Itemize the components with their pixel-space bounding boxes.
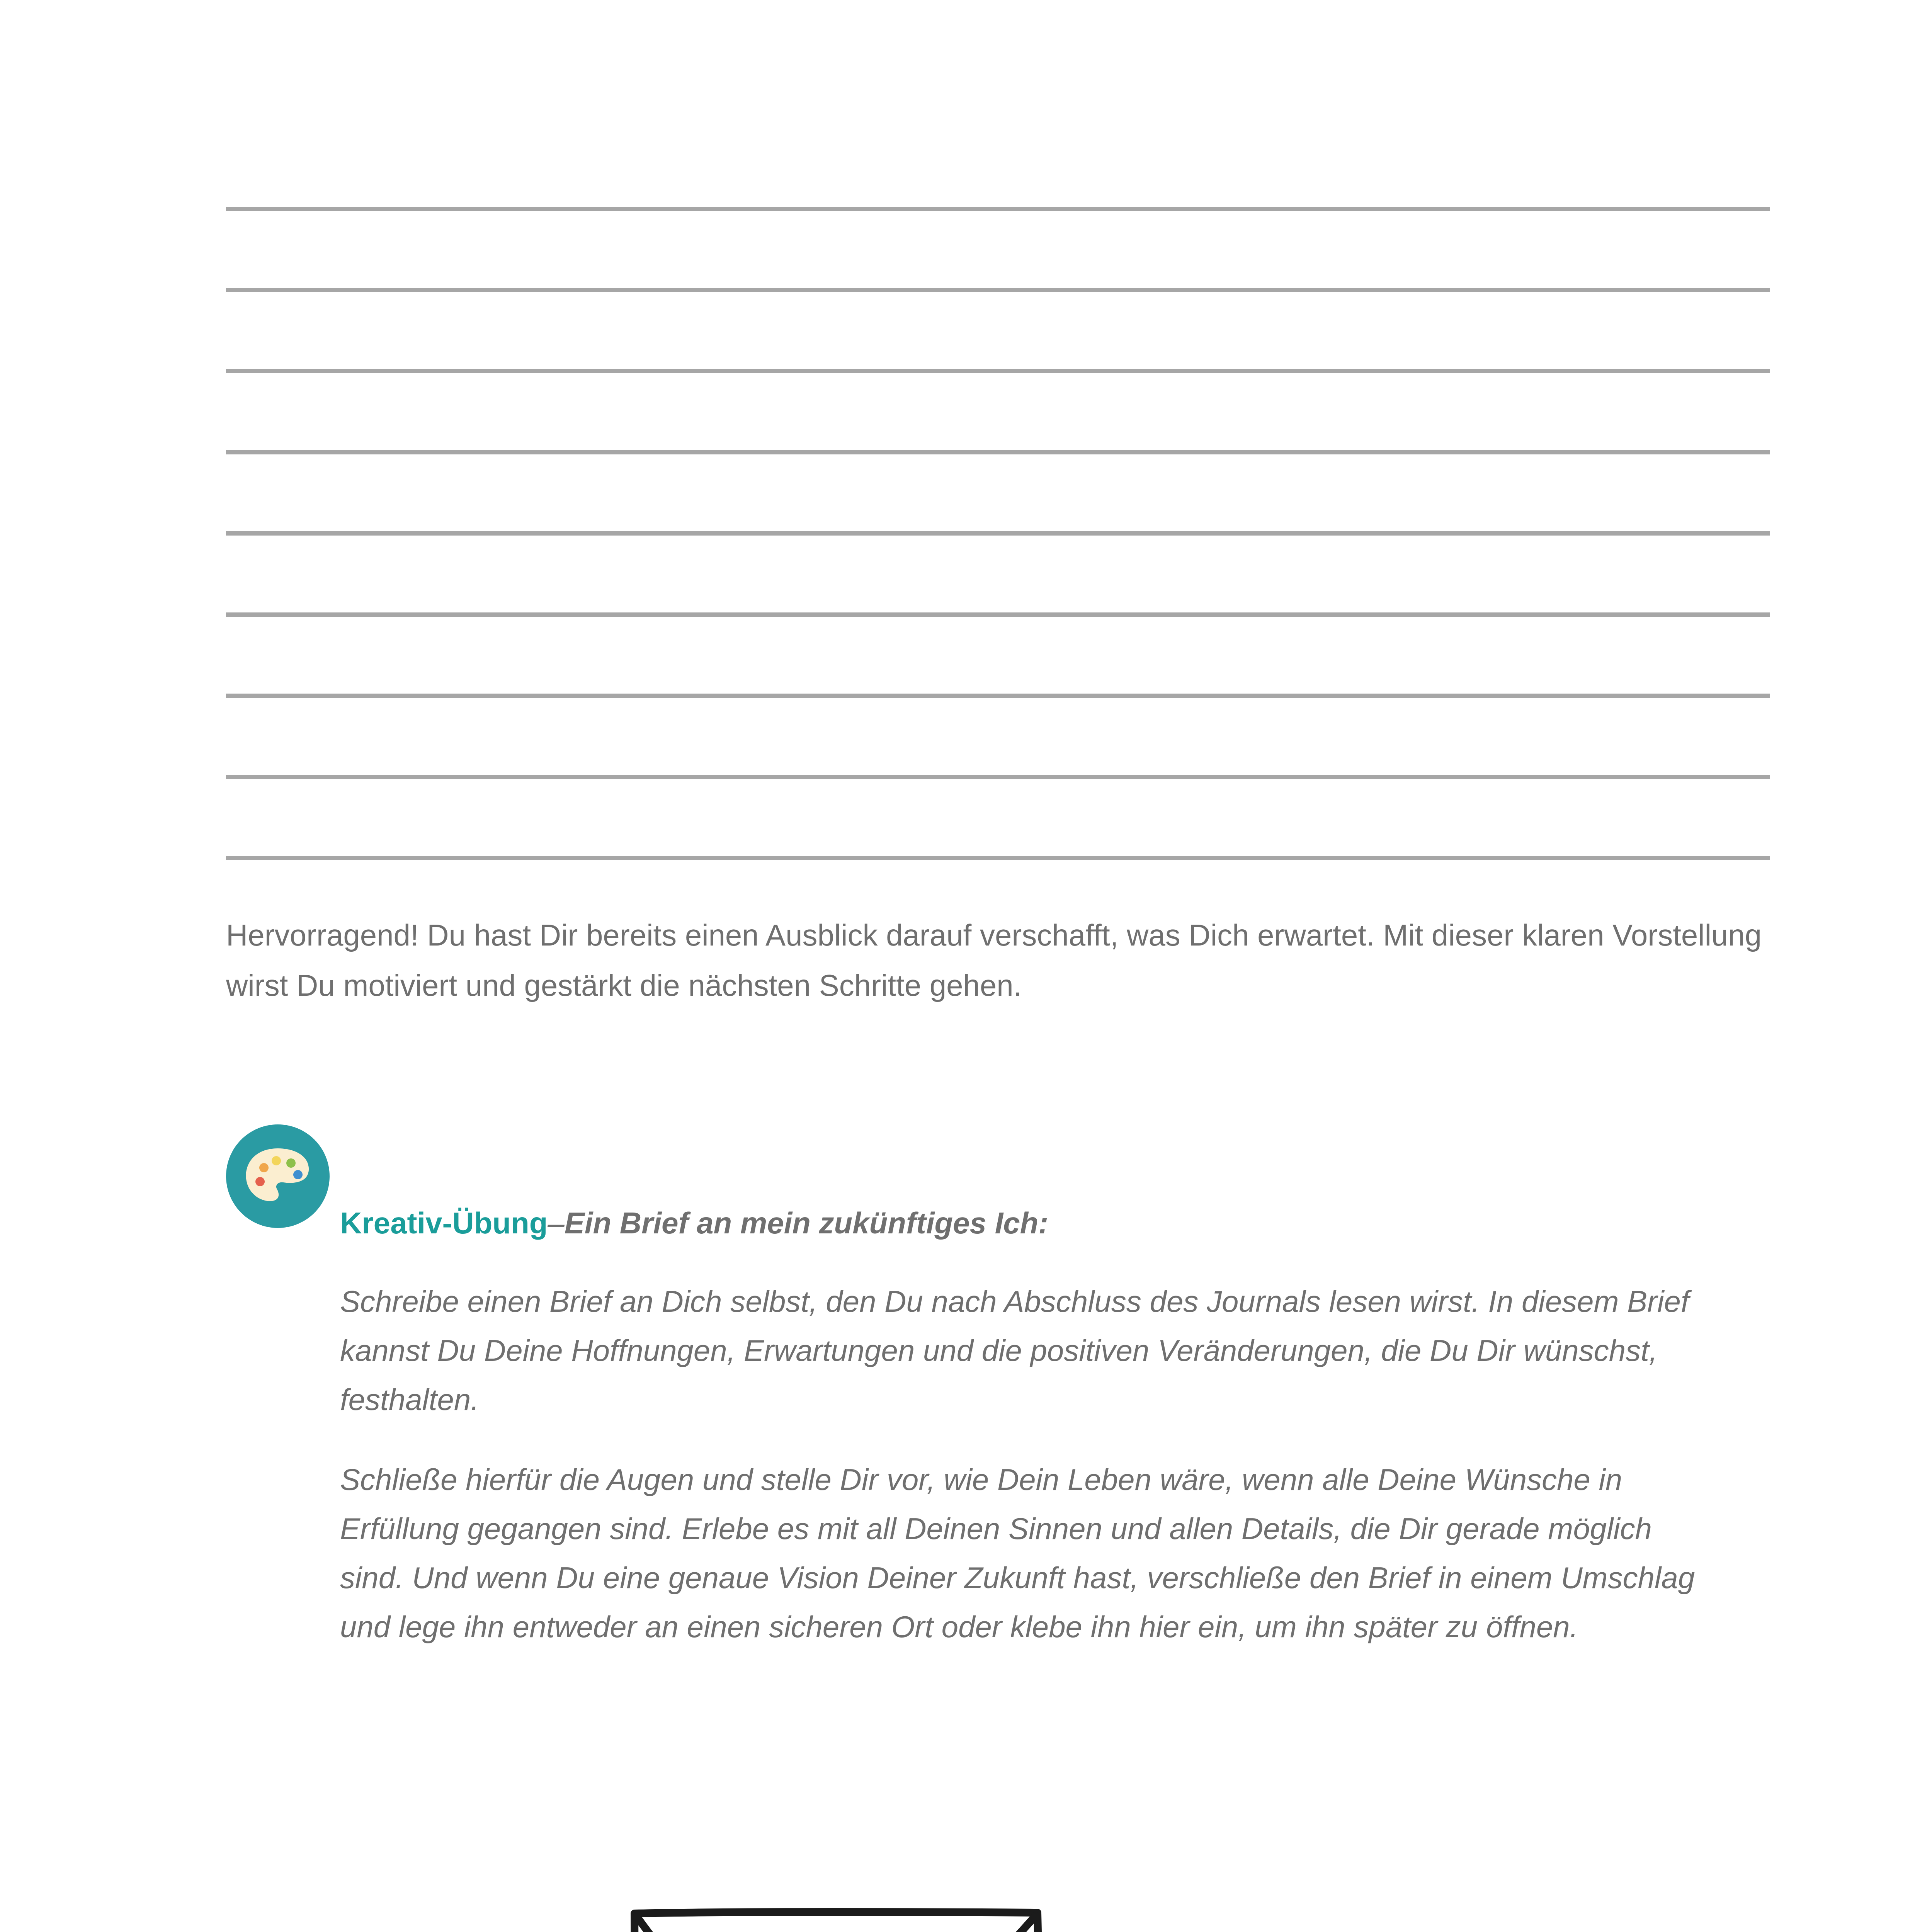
writing-lines [226,207,1770,871]
exercise-title: Ein Brief an mein zukünftiges Ich: [564,1206,1049,1240]
writing-line [226,775,1770,779]
exercise-dash: – [548,1206,565,1240]
writing-line [226,856,1770,860]
exercise-label: Kreativ-Übung [340,1206,548,1240]
intro-paragraph: Hervorragend! Du hast Dir bereits einen Ausblick darauf verschafft, was Dich erwartet. Mit dieser klaren Vorstellung wirst Du motiviert und gestärkt die nächsten Schritte gehen. [226,918,1762,1002]
writing-line [226,369,1770,373]
writing-line [226,450,1770,454]
writing-line [226,531,1770,536]
exercise-heading [340,1198,1048,1248]
exercise-paragraph-1: Schreibe einen Brief an Dich selbst, den Du nach Abschluss des Journals lesen wirst. In diesem Brief kannst Du Deine Hoffnungen, Erwartungen und die positiven Veränderungen, die Du Dir wünschst, festhalten. [340,1284,1689,1417]
exercise-body [340,1277,1716,1682]
writing-line [226,694,1770,698]
exercise-paragraph-2: Schließe hierfür die Augen und stelle Dir vor, wie Dein Leben wäre, wenn alle Deine Wünsche in Erfüllung gegangen sind. Erlebe es mit all Deinen Sinnen und allen Details, die Dir gerade möglich sind. Und wenn Du eine genaue Vision Deiner Zukunft hast, verschließe den Brief in einem Umschlag und lege ihn entweder an einen sicheren Ort oder klebe ihn hier ein, um ihn später zu öffnen. [340,1463,1695,1644]
writing-line [226,288,1770,292]
writing-line [226,612,1770,617]
writing-line [226,207,1770,211]
palette-icon [226,1124,330,1228]
envelope-icon [626,1905,1070,1932]
